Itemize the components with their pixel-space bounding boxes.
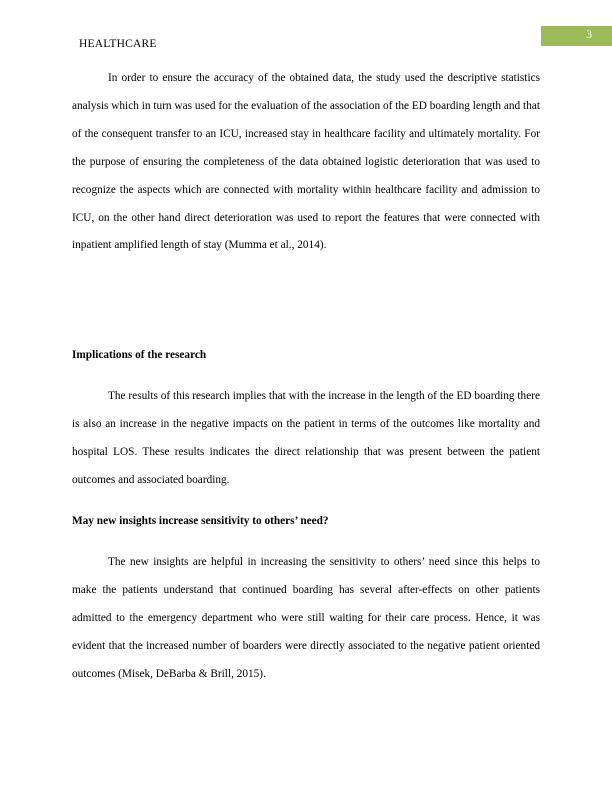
section-heading-insights: May new insights increase sensitivity to others’ need? [72, 515, 329, 527]
page-number: 3 [586, 29, 592, 41]
running-header-title: HEALTHCARE [79, 38, 157, 50]
page-number-badge [541, 26, 612, 46]
body-paragraph-1: In order to ensure the accuracy of the obtained data, the study used the descriptive statistics analysis which in turn was used for the evaluation of the association of the ED boarding length and that of the consequent transfer to an ICU, increased stay in healthcare facility and ultimately mortality. For the purpose of ensuring the completeness of the data obtained logistic deterioration that was used to recognize the aspects which are connected with mortality within healthcare facility and admission to ICU, on the other hand direct deterioration was used to report the features that were connected with inpatient amplified length of stay (Mumma et al., 2014). [72, 72, 540, 252]
body-paragraph-3: The new insights are helpful in increasing the sensitivity to others’ need since this helps to make the patients understand that continued boarding has several after-effects on other patients admitted to the emergency department who were still waiting for their care process. Hence, it was evident that the increased number of boarders were directly associated to the negative patient oriented outcomes (Misek, DeBarba & Brill, 2015). [72, 556, 540, 680]
section-heading-implications: Implications of the research [72, 349, 207, 361]
body-paragraph-2: The results of this research implies that with the increase in the length of the ED boarding there is also an increase in the negative impacts on the patient in terms of the outcomes like mortality and hospital LOS. These results indicates the direct relationship that was present between the patient outcomes and associated boarding. [72, 390, 540, 486]
